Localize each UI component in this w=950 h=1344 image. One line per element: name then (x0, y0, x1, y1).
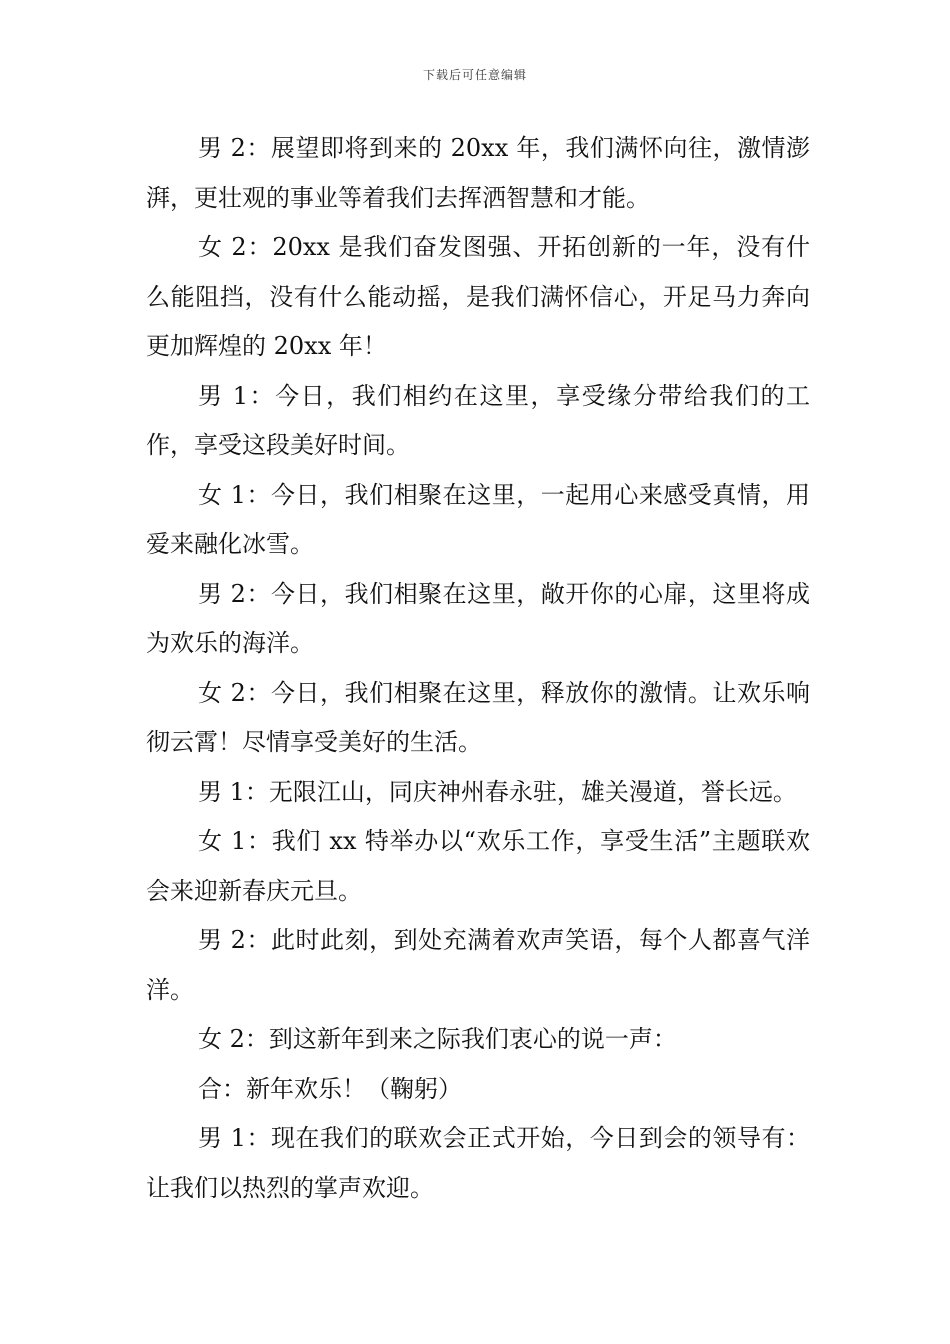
paragraph: 男 2：展望即将到来的 20xx 年，我们满怀向往，激情澎湃，更壮观的事业等着我们去挥洒智慧和才能。 (146, 134, 810, 212)
page-header-note: 下载后可任意编辑 (422, 68, 527, 82)
paragraph: 男 1：今日，我们相约在这里，享受缘分带给我们的工作，享受这段美好时间。 (146, 381, 810, 459)
paragraph: 男 1：现在我们的联欢会正式开始，今日到会的领导有：让我们以热烈的掌声欢迎。 (146, 1124, 810, 1202)
paragraph: 合：新年欢乐！（鞠躬） (198, 1074, 462, 1103)
paragraph: 女 1：我们 xx 特举办以“欢乐工作，享受生活”主题联欢会来迎新春庆元旦。 (146, 827, 810, 905)
paragraph: 女 2：20xx 是我们奋发图强、开拓创新的一年，没有什么能阻挡，没有什么能动摇，是我们满怀信心，开足马力奔向更加辉煌的 20xx 年！ (146, 233, 810, 360)
paragraph: 女 1：今日，我们相聚在这里，一起用心来感受真情，用爱来融化冰雪。 (146, 480, 810, 558)
paragraph: 男 1：无限江山，同庆神州春永驻，雄关漫道，誉长远。 (198, 777, 797, 806)
paragraph: 女 2：到这新年到来之际我们衷心的说一声： (198, 1025, 677, 1053)
paragraph: 女 2：今日，我们相聚在这里，释放你的激情。让欢乐响彻云霄！尽情享受美好的生活。 (146, 678, 810, 756)
document-body (146, 124, 810, 1213)
paragraph: 男 2：今日，我们相聚在这里，敞开你的心扉，这里将成为欢乐的海洋。 (146, 579, 810, 657)
paragraph: 男 2：此时此刻，到处充满着欢声笑语，每个人都喜气洋洋。 (146, 926, 810, 1004)
